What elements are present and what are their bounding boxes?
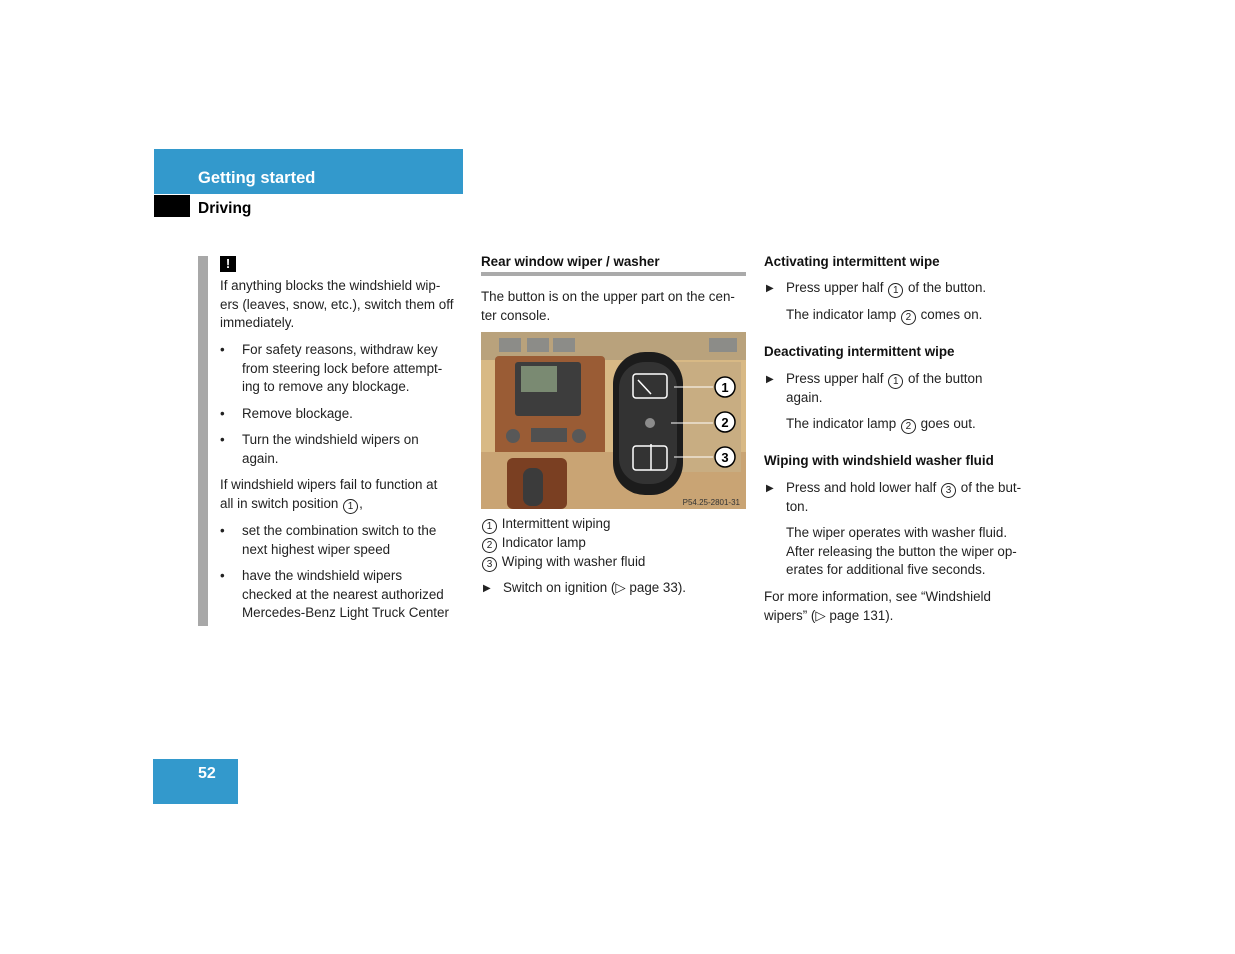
page-ref-icon: ▷ <box>815 607 826 623</box>
callout-2-label: 2 <box>721 415 729 430</box>
warning-bar <box>198 256 208 626</box>
heading-deactivating: Deactivating intermittent wipe <box>764 344 955 359</box>
subsection-title: Driving <box>198 200 252 217</box>
result-activate: The indicator lamp 2 comes on. <box>786 307 983 323</box>
warning-bullet-3: Turn the windshield wipers on again. <box>242 432 419 466</box>
step-activate: Press upper half 1 of the button. <box>786 280 987 296</box>
bullet-mark: • <box>220 432 225 447</box>
callout-2-icon: 2 <box>901 310 916 325</box>
legend-item: 1 Intermittent wiping <box>481 515 645 534</box>
warning-paragraph-2: If windshield wipers fail to function at all in switch position 1 , <box>220 477 438 512</box>
intro-paragraph: The button is on the upper part on the cen- ter console. <box>481 289 735 323</box>
subsection-marker <box>154 195 190 217</box>
callout-3-icon: 3 <box>941 483 956 498</box>
step-washer: Press and hold lower half 3 of the but- ton. <box>786 480 1022 514</box>
heading-washer: Wiping with windshield washer fluid <box>764 453 994 468</box>
page-number-box <box>153 759 238 804</box>
photo-code: P54.25-2801-31 <box>682 498 740 507</box>
heading-activating: Activating intermittent wipe <box>764 254 940 269</box>
legend-item: 2 Indicator lamp <box>481 534 645 553</box>
photo-legend <box>481 515 645 572</box>
legend-item: 3 Wiping with washer fluid <box>481 553 645 572</box>
console-photo <box>481 332 746 509</box>
warning-paragraph: If anything blocks the windshield wip- ers (leaves, snow, etc.), switch them off immediately. <box>220 278 454 331</box>
heading-rule <box>481 272 746 276</box>
bullet-mark: • <box>220 568 225 583</box>
bullet-mark: • <box>220 342 225 357</box>
callout-2-icon: 2 <box>482 538 497 553</box>
bullet-mark: • <box>220 406 225 421</box>
page-number: 52 <box>198 765 216 782</box>
callout-3-icon: 3 <box>482 557 497 572</box>
callout-1-icon: 1 <box>888 374 903 389</box>
callout-1-label: 1 <box>721 380 729 395</box>
warning-bullet-1: For safety reasons, withdraw key from steering lock before attempt- ing to remove any blockage. <box>242 342 443 395</box>
warning-icon: ! <box>220 256 236 272</box>
warning-bullet-2: Remove blockage. <box>242 406 353 421</box>
warning-bullet-4: set the combination switch to the next highest wiper speed <box>242 523 437 557</box>
result-deactivate: The indicator lamp 2 goes out. <box>786 416 976 432</box>
callout-1-icon: 1 <box>343 499 358 514</box>
callout-2-icon: 2 <box>901 419 916 434</box>
step-arrow-icon: ▶ <box>766 374 774 385</box>
step-arrow-icon: ▶ <box>766 283 774 294</box>
step-arrow-icon: ▶ <box>766 483 774 494</box>
step-arrow-icon: ▶ <box>483 583 491 594</box>
callout-1-icon: 1 <box>888 283 903 298</box>
callout-3-label: 3 <box>721 450 729 465</box>
callout-1-icon: 1 <box>482 519 497 534</box>
section-heading: Rear window wiper / washer <box>481 254 660 269</box>
bullet-mark: • <box>220 523 225 538</box>
step-deactivate: Press upper half 1 of the button again. <box>786 371 983 405</box>
page-ref-icon: ▷ <box>615 580 626 595</box>
more-info: For more information, see “Windshield wipers” (▷ page 131). <box>764 589 991 623</box>
step-switch-ignition: Switch on ignition (▷ page 33). <box>503 580 687 595</box>
section-title: Getting started <box>198 169 316 187</box>
warning-bullet-5: have the windshield wipers checked at the nearest authorized Mercedes-Benz Light Truck Center <box>242 568 449 621</box>
result-washer: The wiper operates with washer fluid. After releasing the button the wiper op- erates for additional five seconds. <box>786 525 1017 578</box>
